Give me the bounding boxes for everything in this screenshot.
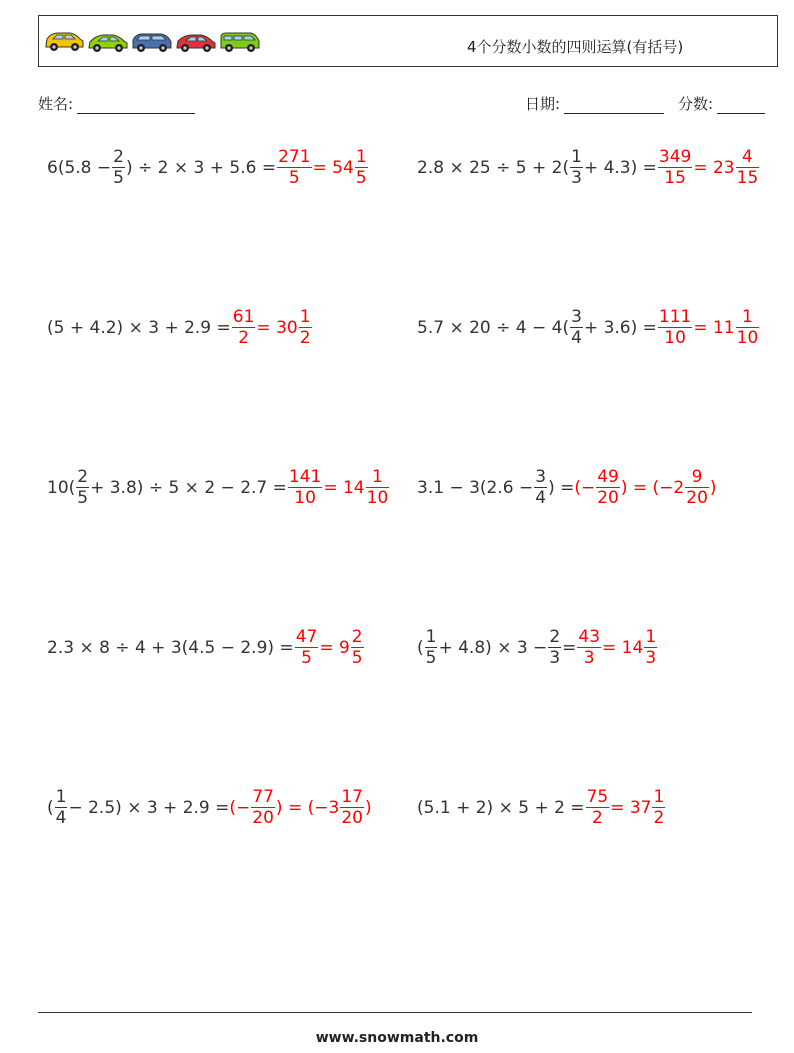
fraction-numerator: 1 — [355, 147, 367, 167]
answer-expression — [294, 627, 365, 668]
expression-text: + 3.8) ÷ 5 × 2 − 2.7 = — [90, 477, 287, 498]
answer-expression — [585, 787, 667, 828]
fraction-denominator: 3 — [571, 168, 582, 188]
fraction-denominator: 2 — [238, 328, 250, 348]
expression-text: = 37 — [610, 797, 652, 818]
fraction — [76, 467, 89, 508]
fraction — [55, 787, 68, 828]
fraction — [548, 627, 561, 668]
problem-3 — [47, 307, 313, 348]
answer-expression — [574, 467, 716, 508]
fraction-numerator: 47 — [295, 627, 318, 647]
fraction-numerator: 77 — [252, 787, 274, 807]
problem-7 — [47, 627, 365, 668]
fraction-denominator: 4 — [571, 328, 582, 348]
expression-text: = — [562, 637, 577, 658]
fraction — [251, 787, 275, 828]
fraction-denominator: 10 — [366, 488, 389, 508]
fraction — [299, 307, 312, 348]
expression-text: ) ÷ 2 × 3 + 5.6 = — [125, 157, 277, 178]
fraction-numerator: 3 — [571, 307, 582, 327]
expression-text: ) — [709, 477, 717, 498]
expression-text: − 2.5) × 3 + 2.9 = — [68, 797, 230, 818]
problem-4 — [417, 307, 760, 348]
fraction-denominator: 20 — [597, 488, 619, 508]
question-expression — [47, 467, 287, 508]
green-van-icon — [219, 28, 261, 54]
fraction-numerator: 75 — [586, 787, 609, 807]
answer-expression — [231, 307, 313, 348]
fraction — [658, 147, 692, 188]
fraction — [112, 147, 125, 188]
expression-text: ) = (−2 — [620, 477, 685, 498]
expression-text: = 11 — [693, 317, 735, 338]
fraction-numerator: 2 — [113, 147, 124, 167]
fraction-numerator: 1 — [425, 627, 437, 647]
date-blank[interactable] — [564, 97, 664, 114]
fraction-numerator: 61 — [232, 307, 255, 327]
fraction-numerator: 17 — [341, 787, 363, 807]
fraction-denominator: 20 — [252, 808, 274, 828]
answer-expression — [287, 467, 390, 508]
fraction-numerator: 1 — [299, 307, 311, 327]
fraction-denominator: 4 — [535, 488, 547, 508]
cars-decoration — [43, 28, 261, 54]
fraction — [596, 467, 620, 508]
fraction-numerator: 49 — [597, 467, 619, 487]
green-car-icon — [87, 28, 129, 54]
fraction-numerator: 141 — [288, 467, 322, 487]
fraction-numerator: 1 — [645, 627, 657, 647]
fraction-numerator: 1 — [653, 787, 665, 807]
problem-1 — [47, 147, 369, 188]
expression-text: 10( — [47, 477, 76, 498]
expression-text: 2.8 × 25 ÷ 5 + 2( — [417, 157, 570, 178]
question-expression — [417, 627, 576, 668]
fraction-denominator: 5 — [301, 648, 312, 668]
score-label: 分数: — [678, 95, 714, 113]
expression-text: ) — [364, 797, 372, 818]
fraction-denominator: 5 — [355, 168, 367, 188]
fraction — [340, 787, 364, 828]
expression-text: + 3.6) = — [583, 317, 657, 338]
fraction — [366, 467, 390, 508]
question-expression — [417, 307, 657, 348]
expression-text: ) = — [548, 477, 575, 498]
problem-5 — [47, 467, 390, 508]
answer-expression — [576, 627, 658, 668]
fraction-denominator: 10 — [294, 488, 316, 508]
answer-expression — [229, 787, 371, 828]
fraction-numerator: 4 — [742, 147, 753, 167]
fraction — [736, 307, 760, 348]
fraction-denominator: 5 — [77, 488, 89, 508]
question-expression — [417, 147, 657, 188]
fraction-numerator: 1 — [742, 307, 753, 327]
fraction — [295, 627, 319, 668]
fraction-numerator: 111 — [658, 307, 692, 327]
name-field — [38, 93, 195, 114]
fraction-numerator: 1 — [571, 147, 582, 167]
expression-text: + 4.3) = — [583, 157, 657, 178]
fraction — [570, 307, 583, 348]
fraction-numerator: 271 — [278, 147, 311, 167]
yellow-car-icon — [43, 28, 85, 54]
fraction-numerator: 2 — [351, 627, 363, 647]
fraction — [351, 627, 364, 668]
question-expression — [417, 467, 574, 508]
expression-text: = 23 — [693, 157, 735, 178]
problem-9 — [47, 787, 372, 828]
fraction-denominator: 10 — [664, 328, 686, 348]
expression-text: 5.7 × 20 ÷ 4 − 4( — [417, 317, 570, 338]
fraction-denominator: 3 — [645, 648, 657, 668]
fraction-denominator: 5 — [288, 168, 300, 188]
fraction-denominator: 20 — [341, 808, 363, 828]
fraction — [586, 787, 610, 828]
question-expression — [47, 787, 229, 828]
header-box — [38, 15, 778, 67]
fraction — [685, 467, 709, 508]
expression-text: = 14 — [323, 477, 365, 498]
fraction-denominator: 2 — [299, 328, 311, 348]
fraction-denominator: 20 — [686, 488, 708, 508]
score-field — [678, 93, 765, 114]
fraction-numerator: 349 — [658, 147, 692, 167]
expression-text: 2.3 × 8 ÷ 4 + 3(4.5 − 2.9) = — [47, 637, 294, 658]
fraction — [534, 467, 547, 508]
expression-text: (5.1 + 2) × 5 + 2 = — [417, 797, 585, 818]
blue-car-icon — [131, 28, 173, 54]
fraction-denominator: 5 — [113, 168, 124, 188]
fraction — [232, 307, 256, 348]
fraction-denominator: 15 — [736, 168, 759, 188]
red-car-icon — [175, 28, 217, 54]
problem-2 — [417, 147, 760, 188]
fraction-numerator: 3 — [535, 467, 547, 487]
fraction — [355, 147, 368, 188]
problem-10 — [417, 787, 666, 828]
fraction-numerator: 2 — [77, 467, 89, 487]
footer-website: www.snowmath.com — [315, 1030, 479, 1046]
fraction-denominator: 3 — [583, 648, 595, 668]
expression-text: ( — [417, 637, 424, 658]
fraction — [644, 627, 657, 668]
answer-expression — [657, 307, 760, 348]
expression-text: (− — [574, 477, 596, 498]
fraction — [736, 147, 760, 188]
expression-text: 6(5.8 − — [47, 157, 112, 178]
fraction — [658, 307, 692, 348]
fraction-numerator: 43 — [578, 627, 601, 647]
footer-divider — [38, 1012, 752, 1013]
fraction-numerator: 1 — [372, 467, 383, 487]
expression-text: = 30 — [256, 317, 298, 338]
fraction-denominator: 2 — [653, 808, 665, 828]
expression-text: (− — [229, 797, 251, 818]
expression-text: ) = (−3 — [275, 797, 340, 818]
fraction — [652, 787, 665, 828]
expression-text: (5 + 4.2) × 3 + 2.9 = — [47, 317, 231, 338]
fraction-denominator: 4 — [55, 808, 67, 828]
fraction-denominator: 5 — [425, 648, 437, 668]
fraction — [570, 147, 583, 188]
expression-text: = 9 — [319, 637, 350, 658]
score-blank[interactable] — [717, 97, 765, 114]
expression-text: = 54 — [312, 157, 354, 178]
fraction-denominator: 15 — [664, 168, 686, 188]
answer-expression — [657, 147, 760, 188]
fraction-numerator: 1 — [55, 787, 67, 807]
fraction — [425, 627, 438, 668]
worksheet-title: 4个分数小数的四则运算(有括号) — [467, 38, 684, 56]
answer-expression — [276, 147, 369, 188]
question-expression — [47, 318, 231, 338]
fraction — [577, 627, 601, 668]
fraction-denominator: 5 — [351, 648, 363, 668]
question-expression — [417, 798, 585, 818]
question-expression — [47, 147, 276, 188]
expression-text: ( — [47, 797, 54, 818]
fraction-denominator: 10 — [736, 328, 759, 348]
problem-6 — [417, 467, 717, 508]
expression-text: = 14 — [602, 637, 644, 658]
name-label: 姓名: — [38, 95, 74, 113]
fraction-numerator: 2 — [549, 627, 561, 647]
fraction-denominator: 3 — [549, 648, 561, 668]
date-field — [525, 93, 664, 114]
name-blank[interactable] — [77, 97, 195, 114]
fraction-numerator: 9 — [691, 467, 703, 487]
expression-text: + 4.8) × 3 − — [438, 637, 548, 658]
fraction-denominator: 2 — [591, 808, 603, 828]
fraction — [288, 467, 322, 508]
problem-8 — [417, 627, 658, 668]
question-expression — [47, 638, 294, 658]
date-label: 日期: — [525, 95, 561, 113]
expression-text: 3.1 − 3(2.6 − — [417, 477, 534, 498]
fraction — [277, 147, 311, 188]
